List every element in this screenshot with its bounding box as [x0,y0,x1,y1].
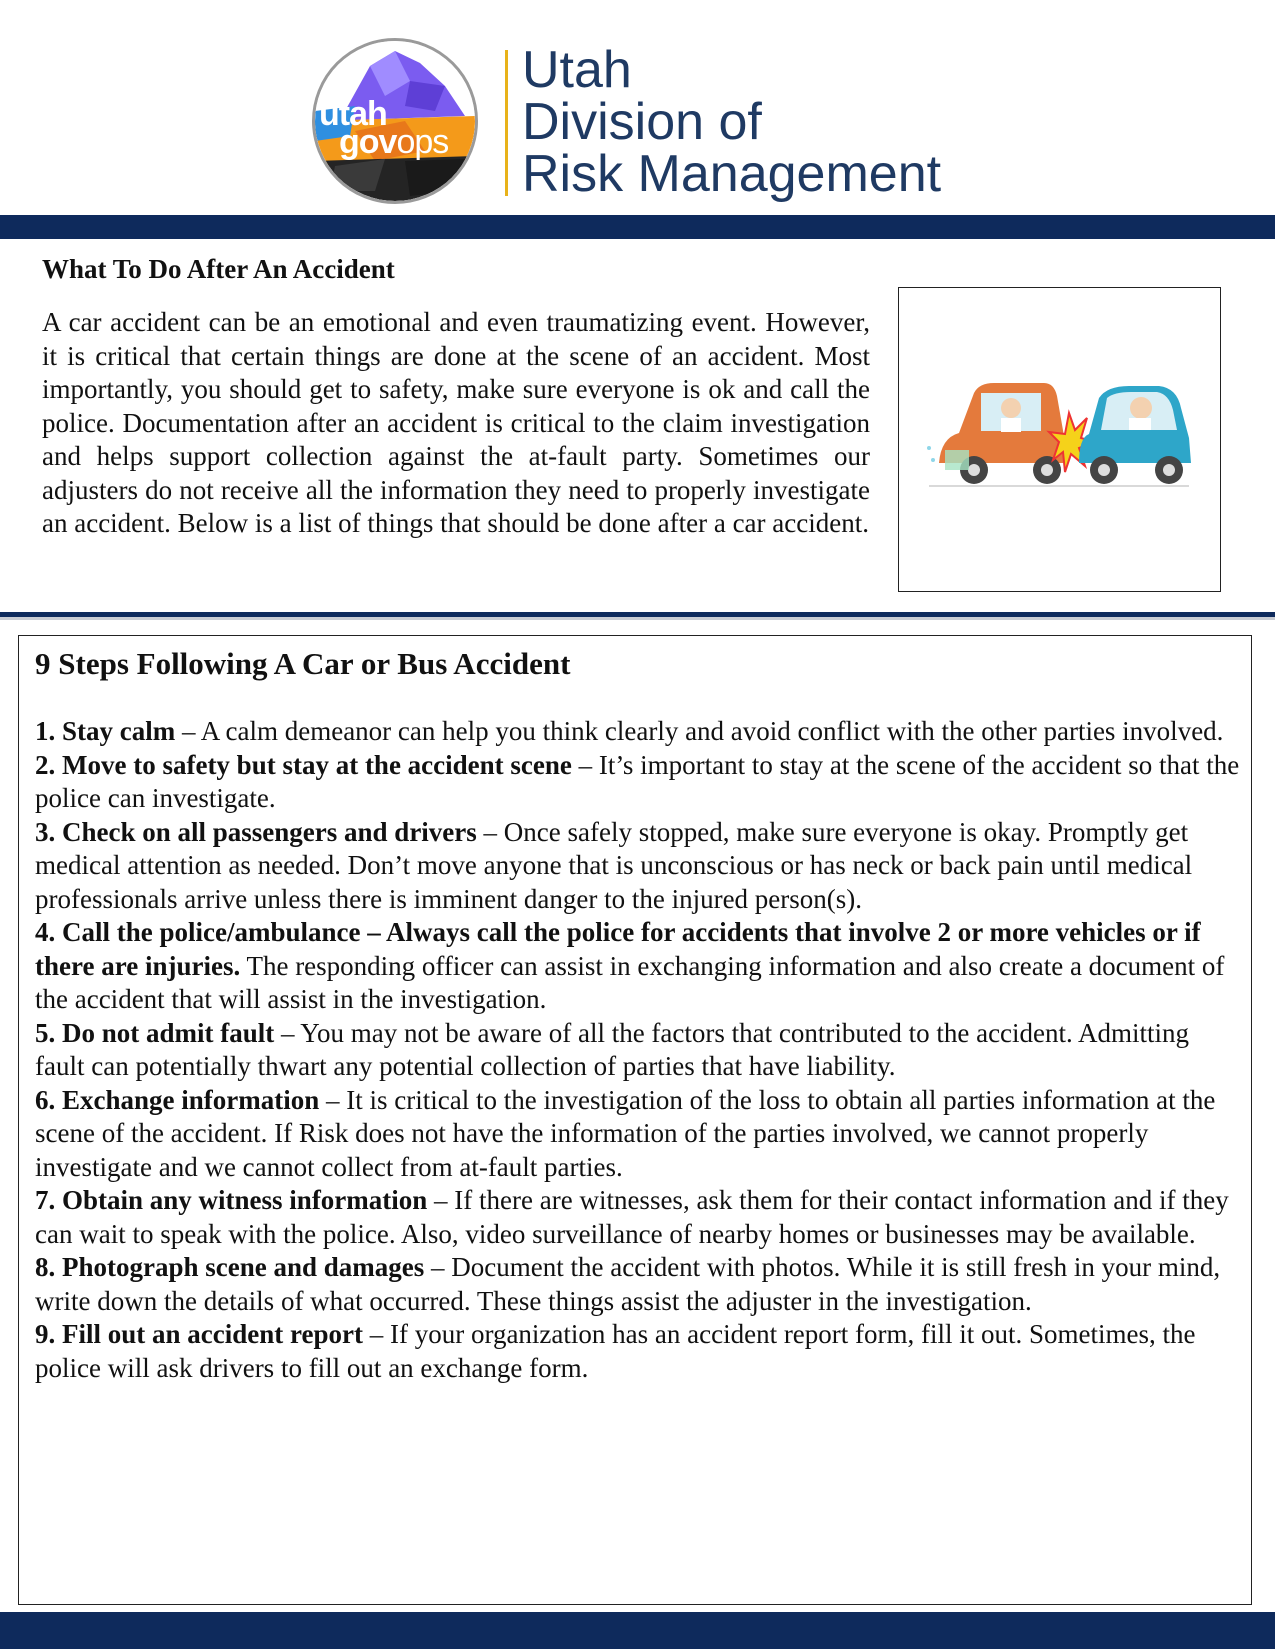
steps-list [35,715,1245,1385]
steps-box [18,635,1252,1605]
step-heading: 7. Obtain any witness information [35,1185,428,1215]
list-item [35,1084,1245,1185]
step-text: – If there are witnesses, ask them for their contact information and if they can wait to speak with the police. Also, video surveillance of nearby homes or businesses may be available. [35,1185,1229,1249]
org-name-line-2: Division of [522,93,762,151]
intro-paragraph: A car accident can be an emotional and even traumatizing event. However, it is critical that certain things are done at the scene of an accident. Most importantly, you should get to safety, make sure everyone is ok and call the police. Documentation after an accident is critical to the claim investigation and helps support collection against the at-fault party. Sometimes our adjusters do not receive all the information they need to properly investigate an accident. Below is a list of things that should be done after a car accident. [42,307,870,538]
step-text: – Once safely stopped, make sure everyone is okay. Promptly get medical attention as needed. Don’t move anyone that is unconscious or has neck or back pain until medical professionals arrive unless there is imminent danger to the injured person(s). [35,816,1193,914]
logo-divider [505,50,508,196]
step-text: – A calm demeanor can help you think clearly and avoid conflict with the other parties involved. [175,716,1224,746]
step-text: The responding officer can assist in exchanging information and also create a document of the accident that will assist in the investigation. [35,950,1225,1014]
logo-badge-line1: utah [319,95,387,133]
header-bar [0,215,1275,239]
list-item [35,1017,1245,1084]
section-separator [0,612,1275,620]
org-name [522,41,942,203]
step-heading: 3. Check on all passengers and drivers [35,816,477,847]
accident-image-frame [898,287,1221,592]
logo-badge-ops: ops [396,123,449,161]
utah-govops-logo [312,38,478,204]
list-item [35,1251,1245,1318]
list-item [35,816,1245,917]
step-heading: 9. Fill out an accident report [35,1319,363,1349]
step-heading: 4. Call the police/ambulance [35,917,361,947]
step-heading: 5. Do not admit fault [35,1017,275,1048]
step-heading: 2. Move to safety but stay at the accident scene [35,749,572,780]
list-item [35,1318,1245,1385]
step-heading: 1. Stay calm [35,716,176,746]
step-text: – Document the accident with photos. While it is still fresh in your mind, write down the details of what occurred. These things assist the adjuster in the investigation. [35,1252,1221,1316]
list-item [35,916,1245,1017]
org-name-line-3: Risk Management [522,145,942,203]
list-item [35,715,1245,749]
step-text: – If your organization has an accident report form, fill it out. Sometimes, the police will ask drivers to fill out an exchange form. [35,1319,1196,1383]
intro-title: What To Do After An Accident [42,254,395,284]
org-name-line-1: Utah [522,41,632,99]
steps-title: 9 Steps Following A Car or Bus Accident [35,646,571,681]
step-heading: 6. Exchange information [35,1084,320,1115]
step-text: – It is critical to the investigation of the loss to obtain all parties information at the scene of the accident. If Risk does not have the information of the parties involved, we cannot properly investigate and we cannot collect from at-fault parties. [35,1084,1216,1182]
footer-bar [0,1612,1275,1649]
list-item [35,749,1245,816]
step-heading: 8. Photograph scene and damages [35,1252,425,1282]
step-emphasis: – Always call the police for accidents that involve 2 or more vehicles or if there are injuries. [35,917,1201,981]
list-item [35,1184,1245,1251]
logo-badge-gov: gov [339,123,397,161]
car-collision-illustration-icon [919,368,1199,508]
step-text: – You may not be aware of all the factors that contributed to the accident. Admitting fault can potentially thwart any potential collection of parties that have liability. [35,1017,1190,1081]
page-header [0,0,1275,215]
step-text: – It’s important to stay at the scene of the accident so that the police can investigate. [35,749,1240,813]
